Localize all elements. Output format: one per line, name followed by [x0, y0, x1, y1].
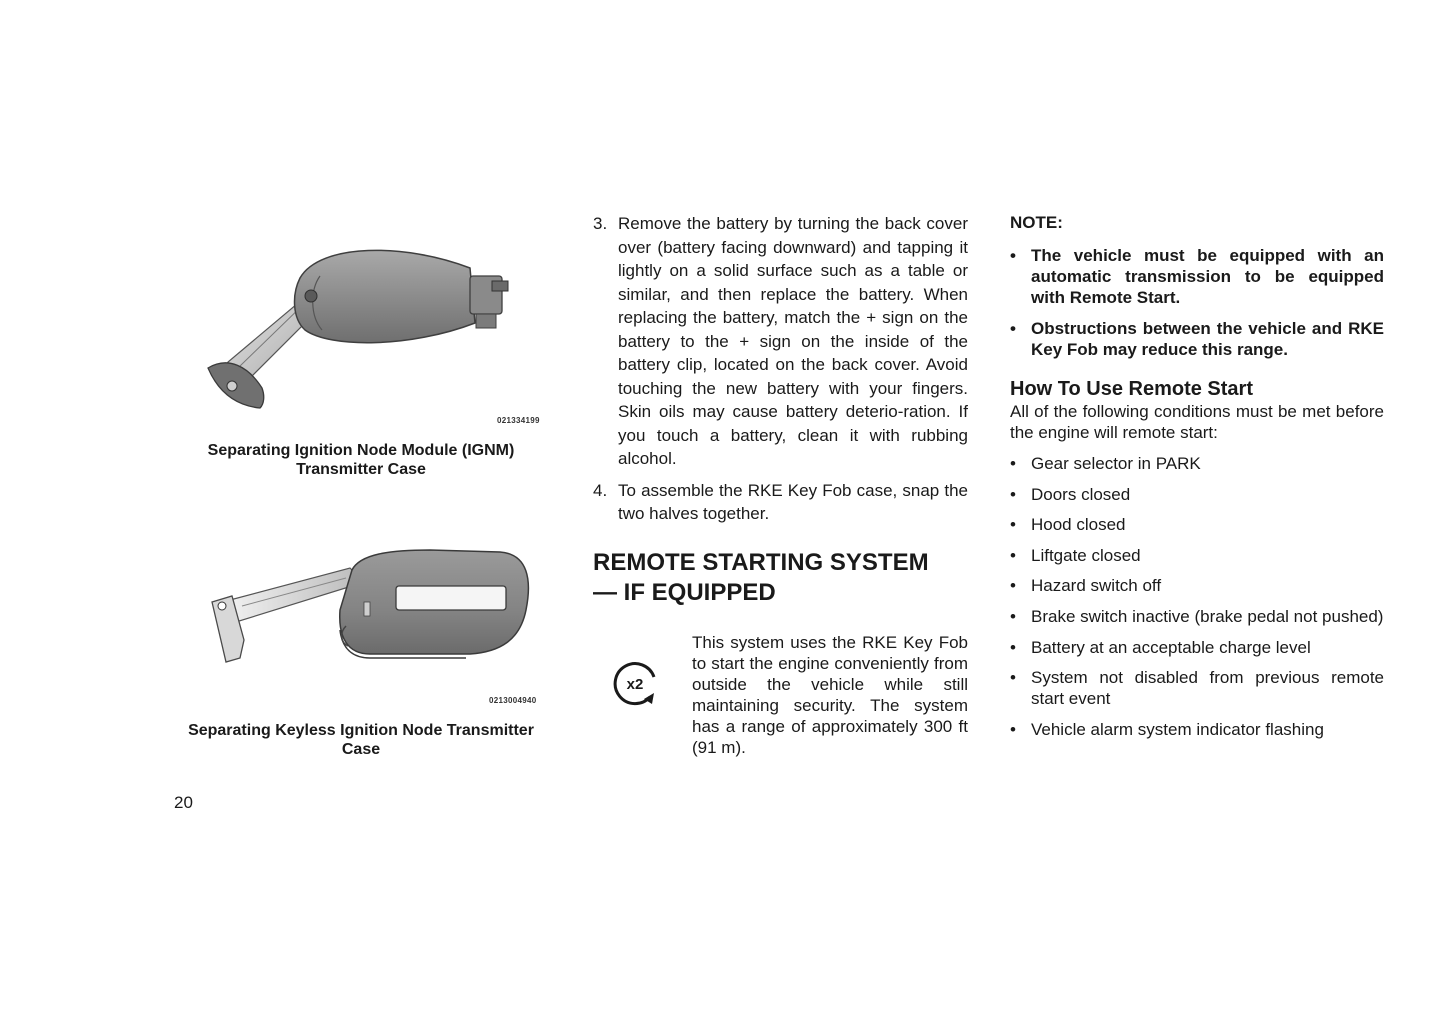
condition-item [1010, 484, 1384, 505]
how-to-heading: How To Use Remote Start [1010, 378, 1253, 400]
bullet: • [1010, 576, 1016, 596]
note-item [1010, 318, 1384, 360]
battery-steps [593, 212, 968, 534]
figure-code: 021334199 [497, 416, 540, 425]
note-text: The vehicle must be equipped with an automatic transmission to be equipped with Remote Start. [1031, 246, 1384, 307]
bullet: • [1010, 545, 1016, 565]
step-text: Remove the battery by turning the back cover over (battery facing downward) and tapping it lightly on a solid surface such as a table or similar, and then replace the battery. When replacing the battery, match the + sign on the battery to the + sign on the inside of the battery clip, located on the back cover. Avoid touching the new battery with your fingers. Skin oils may cause battery deterio-ration. If you touch a battery, clean it with rubbing alcohol. [618, 214, 968, 468]
note-label: NOTE: [1010, 213, 1063, 232]
condition-text: Battery at an acceptable charge level [1031, 637, 1311, 657]
condition-item [1010, 453, 1384, 474]
bullet: • [1010, 719, 1016, 739]
conditions-list [1010, 453, 1384, 749]
figure-caption: Separating Ignition Node Module (IGNM) Transmitter Case [207, 442, 515, 478]
condition-item [1010, 575, 1384, 596]
bullet: • [1010, 454, 1016, 473]
figure-keyless [170, 540, 552, 712]
bullet: • [1010, 668, 1016, 688]
condition-item [1010, 719, 1384, 740]
bullet: • [1010, 319, 1016, 338]
condition-item [1010, 545, 1384, 566]
step-number: 3. [593, 214, 608, 233]
bullet: • [1010, 637, 1016, 657]
condition-text: Gear selector in PARK [1031, 454, 1201, 473]
bullet: • [1010, 606, 1016, 626]
section-heading-line1: REMOTE STARTING SYSTEM [593, 549, 929, 576]
condition-text: Hood closed [1031, 515, 1126, 535]
note-list [1010, 245, 1384, 370]
ignm-fob-illustration [170, 238, 552, 433]
keyless-fob-illustration [170, 540, 552, 712]
remote-start-circle-arrow-icon [610, 657, 662, 709]
step-number: 4. [593, 480, 608, 500]
step-item [593, 212, 968, 471]
bullet: • [1010, 515, 1016, 535]
condition-text: Liftgate closed [1031, 545, 1141, 565]
how-to-intro: All of the following conditions must be met before the engine will remote start: [1010, 402, 1384, 442]
remote-start-icon [610, 657, 662, 709]
remote-start-intro: This system uses the RKE Key Fob to start the engine conveniently from outside the vehicle while still maintaining security. The system has a range of approximately 300 ft (91 m). [692, 633, 968, 757]
figure-caption: Separating Keyless Ignition Node Transmitter Case [188, 722, 534, 758]
figure-ignm [170, 238, 552, 433]
section-heading-line2: — IF EQUIPPED [593, 579, 776, 606]
condition-text: Brake switch inactive (brake pedal not pushed) [1031, 606, 1384, 626]
step-item [593, 479, 968, 526]
note-text: Obstructions between the vehicle and RKE Key Fob may reduce this range. [1031, 319, 1384, 359]
bullet: • [1010, 246, 1016, 265]
condition-text: Hazard switch off [1031, 576, 1162, 596]
condition-text: System not disabled from previous remote start event [1031, 668, 1384, 709]
note-item [1010, 245, 1384, 308]
icon-label: x2 [626, 676, 644, 693]
condition-text: Vehicle alarm system indicator flashing [1031, 719, 1324, 739]
condition-item [1010, 606, 1384, 627]
condition-item [1010, 637, 1384, 658]
condition-item [1010, 514, 1384, 535]
figure-code: 0213004940 [489, 696, 537, 705]
step-text: To assemble the RKE Key Fob case, snap the two halves together. [618, 480, 968, 523]
condition-item [1010, 667, 1384, 709]
page-number: 20 [174, 793, 193, 812]
condition-text: Doors closed [1031, 484, 1131, 504]
bullet: • [1010, 484, 1016, 504]
section-heading [593, 548, 968, 608]
